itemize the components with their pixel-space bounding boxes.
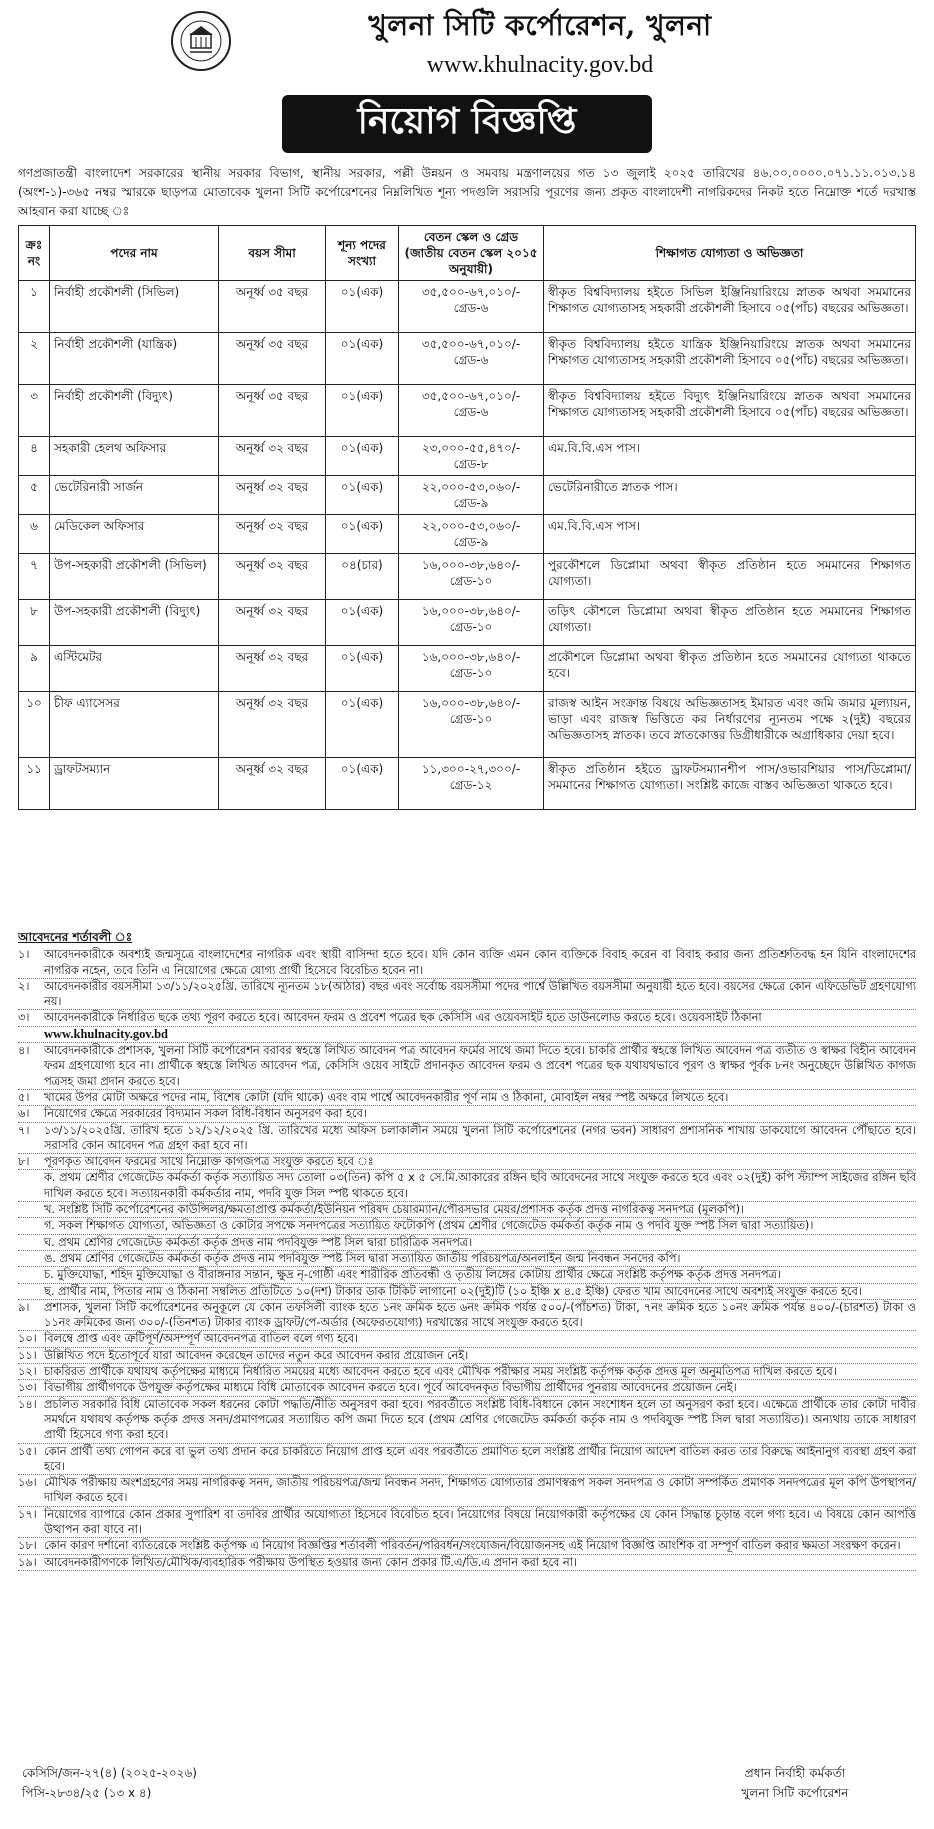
cell-qualification: স্বীকৃত প্রতিষ্ঠান হইতে ড্রাফটসম্যানশীপ পাস/ওভারশিয়ার পাস/ডিপ্লোমা/সমমানের শিক্ষাগত যোগ্যতা। সংশ্লিষ্ট কাজে বাস্তব অভিজ্ঞতা থাকতে হবে। (544, 758, 916, 810)
cell-serial: ১ (19, 281, 50, 333)
condition-number: ৯। (18, 1300, 30, 1314)
table-row (19, 385, 916, 437)
condition-number: ১০। (18, 1332, 37, 1346)
cell-post-name: এস্টিমেটর (50, 646, 219, 692)
condition-text: আবেদনকারীগণকে লিখিত/মৌখিক/ব্যবহারিক পরীক্ষায় উপস্থিত হওয়ার জন্য কোন প্রকার টি.এ/ডি.এ প্রদান করা হবে না। (44, 1555, 577, 1569)
table-row (19, 646, 916, 692)
cell-pay-scale: ১৬,০০০-৩৮,৬৪০/- গ্রেড-১০ (399, 600, 544, 646)
cell-age-limit: অনূর্ধ্ব ৩২ বছর (219, 554, 326, 600)
cell-qualification: এম.বি.বি.এস পাস। (544, 515, 916, 554)
cell-vacancy: ০১(এক) (326, 758, 399, 810)
condition-text: প্রশাসক, খুলনা সিটি কর্পোরেশনের অনুকূলে যে কোন তফসিলী ব্যাংক হতে ১নং ক্রমিক হতে ৬নং ক্রমিক পর্যন্ত ৫০০/-(পাঁচশত) টাকা, ৭নং ক্রমিক হতে ১০নং ক্রমিক পর্যন্ত ৪০০/-(চারশত) টাকা ও ১১নং ক্রমিকের জন্য ৩০০/-(তিনশত) টাকার ব্যাংক ড্রাফট/পে-অর্ডার (অফেরতযোগ্য) দরখাস্তের সাথে সংযুক্ত করতে হবে। (44, 1300, 916, 1330)
cell-post-name: নির্বাহী প্রকৌশলী (বিদ্যুৎ) (50, 385, 219, 437)
notice-title: নিয়োগ বিজ্ঞপ্তি (282, 95, 652, 153)
condition-item (18, 1090, 916, 1106)
condition-website-link[interactable]: www.khulnacity.gov.bd (18, 1027, 916, 1043)
condition-number: ৪। (18, 1044, 30, 1058)
condition-number: ৫। (18, 1090, 30, 1104)
condition-text: আবেদনকারীকে প্রশাসক, খুলনা সিটি কর্পোরেশন বরাবর স্বহস্তে লিখিত আবেদন পত্র আবেদন ফর্মের সাথে জমা দিতে হবে। চাকরি প্রার্থীর স্বহস্তে লিখিত আবেদন পত্র ব্যতীত ও স্বাক্ষর বিহীন আবেদন ফরম গ্রহণযোগ্য হবে না। প্রার্থীকে স্বহস্তে লিখিত আবেদন পত্র, কেসিসি ওয়েব সাইটে প্রদানকৃত আবেদন ফরম ও প্রবেশ পত্রের ছক যথাযথভাবে পূরণ ও স্বাক্ষর পূর্বক ৮নং অনুচ্ছেদে উল্লিখিত কাগজ পত্রসহ জমা প্রদান করতে হবে। (44, 1044, 916, 1088)
condition-number: ১৭। (18, 1507, 37, 1521)
cell-pay-scale: ২৩,০০০-৫৫,৪৭০/- গ্রেড-৮ (399, 437, 544, 476)
cell-post-name: উপ-সহকারী প্রকৌশলী (সিভিল) (50, 554, 219, 600)
cell-age-limit: অনূর্ধ্ব ৩২ বছর (219, 476, 326, 515)
memo-block (22, 1763, 197, 1803)
condition-item (18, 1507, 916, 1539)
cell-pay-scale: ৩৫,৫০০-৬৭,০১০/- গ্রেড-৬ (399, 385, 544, 437)
cell-vacancy: ০১(এক) (326, 646, 399, 692)
table-header-row (19, 226, 916, 281)
cell-qualification: স্বীকৃত বিশ্ববিদ্যালয় হইতে যান্ত্রিক ইঞ্জিনিয়ারিংয়ে স্নাতক অথবা সমমানের শিক্ষাগত যোগ্যতাসহ সহকারী প্রকৌশলী হিসাবে ০৫(পাঁচ) বছরের অভিজ্ঞতা। (544, 333, 916, 385)
cell-vacancy: ০১(এক) (326, 385, 399, 437)
header-age-limit: বয়স সীমা (219, 226, 326, 281)
cell-vacancy: ০১(এক) (326, 600, 399, 646)
condition-item (18, 1154, 916, 1170)
cell-post-name: ড্রাফটসম্যান (50, 758, 219, 810)
table-row (19, 554, 916, 600)
signature-block (680, 1763, 910, 1803)
cell-age-limit: অনূর্ধ্ব ৩২ বছর (219, 437, 326, 476)
signatory-title: প্রধান নির্বাহী কর্মকর্তা (744, 1766, 846, 1780)
condition-sub-item: ক. প্রথম শ্রেণীর গেজেটেড কর্মকর্তা কর্তৃক সত্যায়িত সদ্য তোলা ০৩(তিন) কপি ৫ x ৫ সে.মি.আকারের রঙ্গিন ছবি আবেদনের সাথে সংযুক্ত করতে হবে এবং ০২(দুই) কপি স্ট্যাম্প সাইজের রঙ্গিন ছবি দাখিল করতে হবে। সত্যায়নকারী কর্মকর্তার নাম, পদবি যুক্ত সিল স্পষ্ট থাকতে হবে। (18, 1170, 916, 1202)
cell-serial: ২ (19, 333, 50, 385)
condition-item (18, 1364, 916, 1380)
condition-item (18, 1331, 916, 1347)
cell-post-name: উপ-সহকারী প্রকৌশলী (বিদ্যুৎ) (50, 600, 219, 646)
condition-text: বিলম্বে প্রাপ্ত এবং ত্রুটিপূর্ণ/অসম্পূর্ণ আবেদনপত্র বাতিল বলে গণ্য হবে। (44, 1332, 359, 1346)
cell-vacancy: ০৪(চার) (326, 554, 399, 600)
header-pay-scale: বেতন স্কেল ও গ্রেড (জাতীয় বেতন স্কেল ২০১৫ অনুযায়ী) (399, 226, 544, 281)
cell-pay-scale: ২২,০০০-৫৩,০৬০/- গ্রেড-৯ (399, 476, 544, 515)
cell-qualification: ভেটেরিনারীতে স্নাতক পাস। (544, 476, 916, 515)
condition-sub-item: গ. সকল শিক্ষাগত যোগ্যতা, অভিজ্ঞতা ও কোটার সপক্ষে সনদপত্রের সত্যায়িত ফটোকপি (প্রথম শ্রেণীর গেজেটেড কর্মকর্তা কর্তৃক নাম ও পদবি যুক্ত স্পষ্ট সিল দ্বারা সত্যায়িত)। (18, 1218, 916, 1234)
condition-sub-item: ঘ. প্রথম শ্রেণির গেজেটেড কর্মকর্তা কর্তৃক প্রদত্ত নাম পদবিযুক্ত স্পষ্ট সিল দ্বারা চারিত্রিক সনদপত্র। (18, 1235, 916, 1251)
table-row (19, 515, 916, 554)
cell-pay-scale: ১১,৩০০-২৭,৩০০/- গ্রেড-১২ (399, 758, 544, 810)
condition-item (18, 1010, 916, 1026)
condition-number: ১। (18, 948, 30, 962)
condition-text: আবেদনকারীকে অবশ্যই জন্মসূত্রে বাংলাদেশের নাগরিক এবং স্থায়ী বাসিন্দা হতে হবে। যদি কোন ব্যক্তি এমন কোন ব্যক্তিকে বিবাহ করেন বা বিবাহ করার জন্য প্রতিশ্রুতিবদ্ধ হন যিনি বাংলাদেশের নাগরিক নহেন, তবে তিনি এ নিয়োগের ক্ষেত্রে যোগ্য প্রার্থী হিসেবে বিবেচিত হবেন না। (44, 948, 916, 977)
cell-pay-scale: ৩৫,৫০০-৬৭,০১০/- গ্রেড-৬ (399, 281, 544, 333)
condition-sub-item: ছ. প্রার্থীর নাম, পিতার নাম ও ঠিকানা সম্বলিত প্রতিটিতে ১০(দশ) টাকার ডাক টিকিট লাগানো ০২(দুই)টি (১০ ইঞ্চি x ৪.৫ ইঞ্চি) ফেরত খাম আবেদনের সাথে অবশ্যই সংযুক্ত করতে হবে। (18, 1284, 916, 1300)
cell-qualification: স্বীকৃত বিশ্ববিদ্যালয় হইতে বিদ্যুৎ ইঞ্জিনিয়ারিংয়ে স্নাতক অথবা সমমানের শিক্ষাগত যোগ্যতাসহ সহকারী প্রকৌশলী হিসাবে ০৫(পাঁচ) বছরের অভিজ্ঞতা। (544, 385, 916, 437)
condition-text: কোন কারণ দর্শানো ব্যতিরেকে সংশ্লিষ্ট কর্তৃপক্ষ এ নিয়োগ বিজ্ঞপ্তির শর্তাবলী পরিবর্তন/পরিবর্ধন/সংযোজন/বিয়োজনসহ এই নিয়োগ বিজ্ঞপ্তি আংশিক বা সম্পূর্ণ বাতিল করার ক্ষমতা সংরক্ষণ করেন। (44, 1539, 901, 1553)
header-qualification: শিক্ষাগত যোগ্যতা ও অভিজ্ঞতা (544, 226, 916, 281)
cell-age-limit: অনূর্ধ্ব ৩২ বছর (219, 758, 326, 810)
condition-text: মৌখিক পরীক্ষায় অংশগ্রহণের সময় নাগরিকত্ব সনদ, জাতীয় পরিচয়পত্র/জন্ম নিবন্ধন সনদ, শিক্ষাগত যোগ্যতার প্রমাণস্বরূপ সকল সনদপত্র ও কোটা সম্পর্কিত প্রমাণক সনদপত্রের মূল কপি উপস্থাপন/দাখিল করতে হবে। (44, 1476, 916, 1505)
condition-item (18, 1043, 916, 1090)
condition-item (18, 1348, 916, 1364)
condition-number: ৭। (18, 1123, 30, 1137)
cell-serial: ৮ (19, 600, 50, 646)
cell-pay-scale: ১৬,০০০-৩৮,৬৪০/- গ্রেড-১০ (399, 646, 544, 692)
cell-age-limit: অনূর্ধ্ব ৩৫ বছর (219, 385, 326, 437)
table-row (19, 476, 916, 515)
cell-qualification: পুরকৌশলে ডিপ্লোমা অথবা স্বীকৃত প্রতিষ্ঠান হতে সমমানের শিক্ষাগত যোগ্যতা। (544, 554, 916, 600)
cell-pay-scale: ২২,০০০-৫৩,০৬০/- গ্রেড-৯ (399, 515, 544, 554)
cell-age-limit: অনূর্ধ্ব ৩২ বছর (219, 515, 326, 554)
condition-number: ১২। (18, 1365, 37, 1379)
cell-serial: ৬ (19, 515, 50, 554)
conditions-title: আবেদনের শর্তাবলী ঃ (18, 930, 133, 944)
organization-title: খুলনা সিটি কর্পোরেশন, খুলনা (368, 9, 712, 42)
intro-paragraph: গণপ্রজাতন্ত্রী বাংলাদেশ সরকারের স্থানীয় সরকার বিভাগ, স্থানীয় সরকার, পল্লী উন্নয়ন ও সমবায় মন্ত্রণালয়ের গত ১৩ জুলাই ২০২৫ তারিখের ৪৬.০০.০০০০.০৭১.১১.০১৩.১৪ (অংশ-১)-৩৬৫ নম্বর স্মারকে ছাড়পত্র মোতাবেক খুলনা সিটি কর্পোরেশনের নিম্নলিখিত শূন্য পদগুলি সরাসরি পূরণের জন্য প্রকৃত বাংলাদেশী নাগরিকদের নিকট হতে নিম্নোক্ত শর্তে দরখাস্ত আহবান করা যাচ্ছে ঃ (18, 166, 916, 218)
cell-age-limit: অনূর্ধ্ব ৩২ বছর (219, 646, 326, 692)
header-post-name: পদের নাম (50, 226, 219, 281)
condition-item (18, 947, 916, 979)
press-code: পিসি-২৮৩৪/২৫ (১৩ x ৪) (22, 1786, 152, 1800)
cell-vacancy: ০১(এক) (326, 476, 399, 515)
condition-sub-item: ঙ. প্রথম শ্রেণির গেজেটেড কর্মকর্তা কর্তৃক প্রদত্ত নাম পদবিযুক্ত স্পষ্ট সিল দ্বারা সত্যায়িত জাতীয় পরিচয়পত্র/অনলাইন জন্ম নিবন্ধন সনদের কপি। (18, 1251, 916, 1267)
cell-vacancy: ০১(এক) (326, 281, 399, 333)
table-row (19, 758, 916, 810)
cell-post-name: নির্বাহী প্রকৌশলী (যান্ত্রিক) (50, 333, 219, 385)
cell-pay-scale: ৩৫,৫০০-৬৭,০১০/- গ্রেড-৬ (399, 333, 544, 385)
cell-pay-scale: ১৬,০০০-৩৮,৬৪০/- গ্রেড-১০ (399, 554, 544, 600)
condition-item (18, 1300, 916, 1332)
condition-text: ১৩/১১/২০২৫খ্রি. তারিখ হতে ১২/১২/২০২৫ খ্রি. তারিখের মধ্যে অফিস চলাকালীন সময়ে খুলনা সিটি কর্পোরেশনের (নগর ভবন) সাধারণ প্রশাসনিক শাখায় ডাকযোগে আবেদন পৌঁছাতে হবে। সরাসরি কোন আবেদন পত্র গ্রহণ করা হবে না। (44, 1123, 916, 1152)
header-vacancy: শূন্য পদের সংখ্যা (326, 226, 399, 281)
cell-qualification: এম.বি.বি.এস পাস। (544, 437, 916, 476)
condition-number: ১৬। (18, 1476, 37, 1490)
condition-item (18, 1555, 916, 1571)
condition-text: কোন প্রার্থী তথ্য গোপন করে বা ভুল তথ্য প্রদান করে চাকরিতে নিয়োগ প্রাপ্ত হলে এবং পরবর্তীতে প্রমাণিত হলে সংশ্লিষ্ট প্রার্থীর নিয়োগ আদেশ বাতিল করত তার বিরুদ্ধে আইনানুগ ব্যবস্থা গ্রহণ করা হবে। (44, 1444, 916, 1473)
condition-sub-item: খ. সংশ্লিষ্ট সিটি কর্পোরেশনের কাউন্সিলর/ক্ষমতাপ্রাপ্ত কর্মকর্তা/ইউনিয়ন পরিষদ চেয়ারম্যান/পৌরসভার মেয়র/প্রশাসক কর্তৃক প্রদত্ত নাগরিকত্ব সনদপত্র (মূলকপি)। (18, 1202, 916, 1218)
condition-number: ১৩। (18, 1381, 37, 1395)
condition-number: ১৯। (18, 1555, 37, 1569)
cell-serial: ৭ (19, 554, 50, 600)
condition-text: আবেদনকারীকে নির্ধারিত ছকে তথ্য পূরণ করতে হবে। আবেদন ফরম ও প্রবেশ পত্রের ছক কেসিসি এর ওয়েবসাইট হতে ডাউনলোড করতে হবে। ওয়েবসাইট ঠিকানা (44, 1011, 762, 1025)
cell-post-name: সহকারী হেলথ অফিসার (50, 437, 219, 476)
condition-number: ১৫। (18, 1444, 37, 1458)
condition-number: ১১। (18, 1348, 37, 1362)
condition-text: নিয়োগের ক্ষেত্রে সরকারের বিদ্যমান সকল বিধি-বিধান অনুসরণ করা হবে। (44, 1107, 367, 1121)
cell-age-limit: অনূর্ধ্ব ৩২ বছর (219, 692, 326, 758)
cell-qualification: রাজস্ব আইন সংক্রান্ত বিষয়ে অভিজ্ঞতাসহ ইমারত এবং জমি জমার মূল্যায়ন, ভাড়া এবং রাজস্ব ভিত্তিতে কর নির্ধারণের ন্যূনতম পক্ষে ২(দুই) বছরের অভিজ্ঞতাসহ স্নাতক। তবে স্নাতকোত্তর ডিগ্রীধারীকে অগ্রাধিকার দেয়া হবে। (544, 692, 916, 758)
condition-number: ২। (18, 979, 30, 993)
condition-item (18, 1475, 916, 1507)
header-serial: ক্রঃ নং (19, 226, 50, 281)
condition-text: প্রচলিত সরকারি বিধি মোতাবেক সকল ধরনের কোটা পদ্ধতি/নীতি অনুসরণ করা হবে। পরবর্তীতে সংশ্লিষ্ট বিধি-বিধানে কোন সংশোধন হলে তা অনুসরণ করা হবে। এক্ষেত্রে প্রার্থীকে তার কোটা দাবীর সমর্থনে যথাযথ কর্তৃপক্ষ কর্তৃক প্রদত্ত সনদ/প্রমাণপত্রের সত্যায়িত কপি জমা দিতে হবে (প্রথম শ্রেণির গেজেটেড কর্মকর্তা কর্তৃক নাম ও পদবিযুক্ত স্পষ্ট সিল দ্বারা সত্যায়িত)। অন্যথায় তাকে সাধারণ প্রার্থী হিসেবে গণ্য করা হবে। (44, 1397, 916, 1442)
cell-serial: ১১ (19, 758, 50, 810)
cell-vacancy: ০১(এক) (326, 692, 399, 758)
condition-item (18, 979, 916, 1011)
condition-text: খামের উপর মোটা অক্ষরে পদের নাম, বিশেষ কোটা (যদি থাকে) এবং বাম পার্শ্বে আবেদনকারীর পূর্ণ নাম ও ঠিকানা, মোবাইল নম্বর স্পষ্ট অক্ষরে লিখতে হবে। (44, 1090, 729, 1104)
notice-header (0, 0, 934, 150)
cell-qualification: তড়িৎ কৌশলে ডিপ্লোমা অথবা স্বীকৃত প্রতিষ্ঠান হতে সমমানের শিক্ষাগত যোগ্যতা। (544, 600, 916, 646)
cell-serial: ৯ (19, 646, 50, 692)
khulna-city-corporation-logo (170, 10, 232, 72)
table-row (19, 333, 916, 385)
condition-item (18, 1106, 916, 1122)
table-row (19, 600, 916, 646)
condition-item (18, 1538, 916, 1554)
condition-number: ৩। (18, 1011, 30, 1025)
condition-number: ৬। (18, 1107, 30, 1121)
cell-serial: ৪ (19, 437, 50, 476)
conditions-section (18, 930, 916, 1571)
cell-qualification: স্বীকৃত বিশ্ববিদ্যালয় হইতে সিভিল ইঞ্জিনিয়ারিংয়ে স্নাতক অথবা সমমানের শিক্ষাগত যোগ্যতাসহ সহকারী প্রকৌশলী হিসাবে ০৫(পাঁচ) বছরের অভিজ্ঞতা। (544, 281, 916, 333)
cell-serial: ১০ (19, 692, 50, 758)
cell-pay-scale: ১৬,০০০-৩৮,৬৪০/- গ্রেড-১০ (399, 692, 544, 758)
cell-age-limit: অনূর্ধ্ব ৩৫ বছর (219, 333, 326, 385)
condition-item (18, 1397, 916, 1444)
cell-serial: ৫ (19, 476, 50, 515)
cell-vacancy: ০১(এক) (326, 515, 399, 554)
condition-item (18, 1444, 916, 1476)
condition-item (18, 1123, 916, 1155)
condition-text: চাকরিরত প্রার্থীকে যথাযথ কর্তৃপক্ষের মাধ্যমে নির্ধারিত সময়ের মধ্যে আবেদন করতে হবে এবং মৌখিক পরীক্ষার সময় সংশ্লিষ্ট কর্তৃপক্ষ কর্তৃক প্রদত্ত মূল অনুমতিপত্র দাখিল করতে হবে। (44, 1365, 837, 1379)
condition-text: বিভাগীয় প্রার্থীগণকে উপযুক্ত কর্তৃপক্ষের মাধ্যমে বিধি মোতাবেক আবেদন করতে হবে। পূর্বে আবেদনকৃত বিভাগীয় প্রার্থীদের পুনরায় আবেদনের প্রয়োজন নেই। (44, 1381, 737, 1395)
vacancy-table (18, 225, 916, 810)
conditions-list (18, 947, 916, 1571)
condition-number: ৮। (18, 1155, 30, 1169)
cell-serial: ৩ (19, 385, 50, 437)
cell-age-limit: অনূর্ধ্ব ৩২ বছর (219, 600, 326, 646)
cell-vacancy: ০১(এক) (326, 437, 399, 476)
website-url[interactable]: www.khulnacity.gov.bd (426, 52, 654, 78)
table-row (19, 437, 916, 476)
cell-qualification: প্রকৌশলে ডিপ্লোমা অথবা স্বীকৃত প্রতিষ্ঠান হতে সমমানের যোগ্যতা থাকতে হবে। (544, 646, 916, 692)
cell-post-name: চীফ এ্যাসেসর (50, 692, 219, 758)
condition-number: ১৮। (18, 1539, 37, 1553)
memo-number: কেসিসি/জন-২৭(৪) (২০২৫-২০২৬) (22, 1766, 197, 1780)
condition-sub-item: চ. মুক্তিযোদ্ধা, শহিদ মুক্তিযোদ্ধা ও বীরাঙ্গনার সন্তান, ক্ষুদ্র নৃ-গোষ্ঠী এবং শারীরিক প্রতিবন্ধী ও তৃতীয় লিঙ্গের কোটায় প্রার্থীর ক্ষেত্রে সংশ্লিষ্ট কর্তৃপক্ষ কর্তৃক প্রদত্ত সনদপত্র। (18, 1267, 916, 1283)
cell-post-name: নির্বাহী প্রকৌশলী (সিভিল) (50, 281, 219, 333)
signatory-office: খুলনা সিটি কর্পোরেশন (741, 1786, 849, 1800)
cell-post-name: ভেটেরিনারী সার্জন (50, 476, 219, 515)
table-row (19, 692, 916, 758)
cell-post-name: মেডিকেল অফিসার (50, 515, 219, 554)
condition-text: আবেদনকারীর বয়সসীমা ১৩/১১/২০২৫খ্রি. তারিখে ন্যূনতম ১৮(আঠার) বছর এবং সর্বোচ্চ বয়সসীমা পদের পার্শ্বে উল্লিখিত বয়সসীমা অনুযায়ী হতে হবে। বয়সের ক্ষেত্রে কোন এফিডেভিট গ্রহণযোগ্য নয়। (44, 979, 916, 1009)
table-row (19, 281, 916, 333)
condition-text: উল্লিখিত পদে ইতোপূর্বে যারা আবেদন করেছেন তাদের নতুন করে আবেদন করার প্রয়োজন নেই। (44, 1348, 469, 1362)
condition-number: ১৪। (18, 1397, 37, 1411)
condition-text: পূরণকৃত আবেদন ফরমের সাথে নিম্নোক্ত কাগজপত্র সংযুক্ত করতে হবে ঃ (44, 1155, 374, 1169)
condition-item (18, 1380, 916, 1396)
condition-text: নিয়োগের ব্যাপারে কোন প্রকার সুপারিশ বা তদবির প্রার্থীর অযোগ্যতা হিসেবে বিবেচিত হবে। নিয়োগের বিষয়ে নিয়োগকারী কর্তৃপক্ষের যে কোন সিদ্ধান্ত চূড়ান্ত বলে গণ্য হবে। এ বিষয়ে কোন আপত্তি উত্থাপন করা যাবে না। (44, 1507, 916, 1536)
cell-vacancy: ০১(এক) (326, 333, 399, 385)
cell-age-limit: অনূর্ধ্ব ৩৫ বছর (219, 281, 326, 333)
